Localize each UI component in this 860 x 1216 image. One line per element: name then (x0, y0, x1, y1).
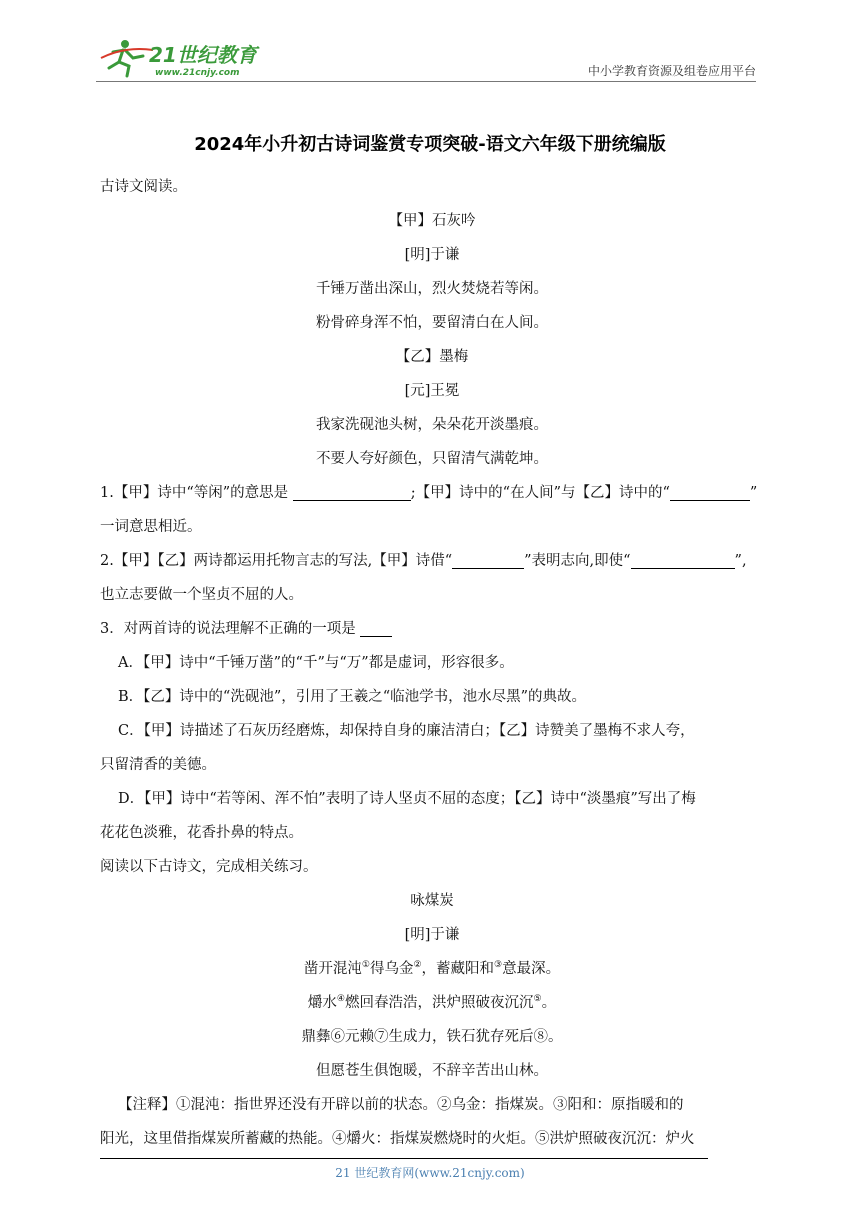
question-1: 1.【甲】诗中“等闲”的意思是 ;【甲】诗中的“在人间”与【乙】诗中的“ ” (100, 476, 764, 510)
poem-b-line: 不要人夸好颜色，只留清气满乾坤。 (316, 451, 548, 467)
poem-c-title: 咏煤炭 (410, 893, 454, 909)
site-name: 中小学教育资源及组卷应用平台 (587, 64, 756, 78)
document-body (100, 170, 764, 1156)
poem-c-line-1: 凿开混沌①得乌金②，蓄藏阳和③意最深。 (303, 960, 561, 977)
option-c[interactable]: C．【甲】诗描述了石灰历经磨炼，却保持自身的廉洁清白；【乙】诗赞美了墨梅不求人夸， (118, 723, 695, 739)
footnote-ref: ④ (336, 994, 345, 1005)
answer-blank[interactable] (631, 550, 735, 569)
option-b[interactable]: B．【乙】诗中的“洗砚池”，引用了王羲之“临池学书，池水尽黑”的典故。 (118, 689, 587, 705)
footnote-ref: ① (361, 960, 370, 971)
footer-link[interactable]: 21 世纪教育网(www.21cnjy.com) (335, 1166, 525, 1180)
footer-divider (100, 1158, 708, 1159)
option-d[interactable]: D．【甲】诗中“若等闲、浑不怕”表明了诗人坚贞不屈的态度；【乙】诗中“淡墨痕”写出了梅 (118, 791, 696, 807)
question-2-continued: 也立志要做一个坚贞不屈的人。 (100, 587, 303, 603)
question-3: 3．对两首诗的说法理解不正确的一项是 (100, 612, 764, 646)
runner-icon (101, 40, 153, 76)
poem-c-line-3: 鼎彝⑥元赖⑦生成力，铁石犹存死后⑧。 (301, 1029, 563, 1045)
poem-b-line: 我家洗砚池头树，朵朵花开淡墨痕。 (316, 417, 548, 433)
option-a[interactable]: A．【甲】诗中“千锤万凿”的“千”与“万”都是虚词，形容很多。 (118, 655, 514, 671)
logo-text: 21世纪教育 (149, 43, 257, 67)
poem-b-title: 【乙】墨梅 (395, 349, 469, 365)
section1-intro: 古诗文阅读。 (100, 179, 187, 195)
option-d-continued: 花花色淡雅，花香扑鼻的特点。 (100, 825, 303, 841)
poem-c-line-4: 但愿苍生俱饱暖，不辞辛苦出山林。 (316, 1063, 548, 1079)
option-c-continued: 只留清香的美德。 (100, 757, 216, 773)
footnote-ref: ③ (494, 960, 503, 971)
poem-b-author: [元]王冕 (404, 383, 460, 399)
notes: 【注释】①混沌：指世界还没有开辟以前的状态。②乌金：指煤炭。③阳和：原指暖和的 (118, 1097, 684, 1113)
page-title: 2024年小升初古诗词鉴赏专项突破-语文六年级下册统编版 (194, 134, 666, 155)
poem-a-author: [明]于谦 (404, 247, 460, 263)
poem-a-title: 【甲】石灰吟 (388, 213, 476, 229)
section2-intro: 阅读以下古诗文，完成相关练习。 (100, 859, 318, 875)
question-1-continued: 一词意思相近。 (100, 519, 202, 535)
footnote-ref: ② (413, 960, 422, 971)
poem-a-line: 千锤万凿出深山，烈火焚烧若等闲。 (316, 281, 548, 297)
footnote-ref: ⑤ (533, 994, 542, 1005)
answer-blank[interactable] (452, 550, 524, 569)
poem-c-author: [明]于谦 (404, 927, 460, 943)
poem-a-line: 粉骨碎身浑不怕，要留清白在人间。 (316, 315, 548, 331)
answer-blank[interactable] (293, 482, 411, 501)
question-2: 2.【甲】【乙】两诗都运用托物言志的写法,【甲】诗借“ ”表明志向,即使“ ”, (100, 544, 764, 578)
answer-blank[interactable] (360, 618, 392, 637)
answer-blank[interactable] (670, 482, 750, 501)
logo-url: www.21cnjy.com (155, 68, 240, 78)
notes-continued: 阳光，这里借指煤炭所蓄藏的热能。④爝火：指煤炭燃烧时的火炬。⑤洪炉照破夜沉沉：炉火 (100, 1131, 695, 1147)
logo-21cnjy (95, 36, 265, 80)
header-divider (96, 81, 756, 82)
poem-c-line-2: 爝水④燃回春浩浩，洪炉照破夜沉沉⑤。 (307, 994, 557, 1011)
